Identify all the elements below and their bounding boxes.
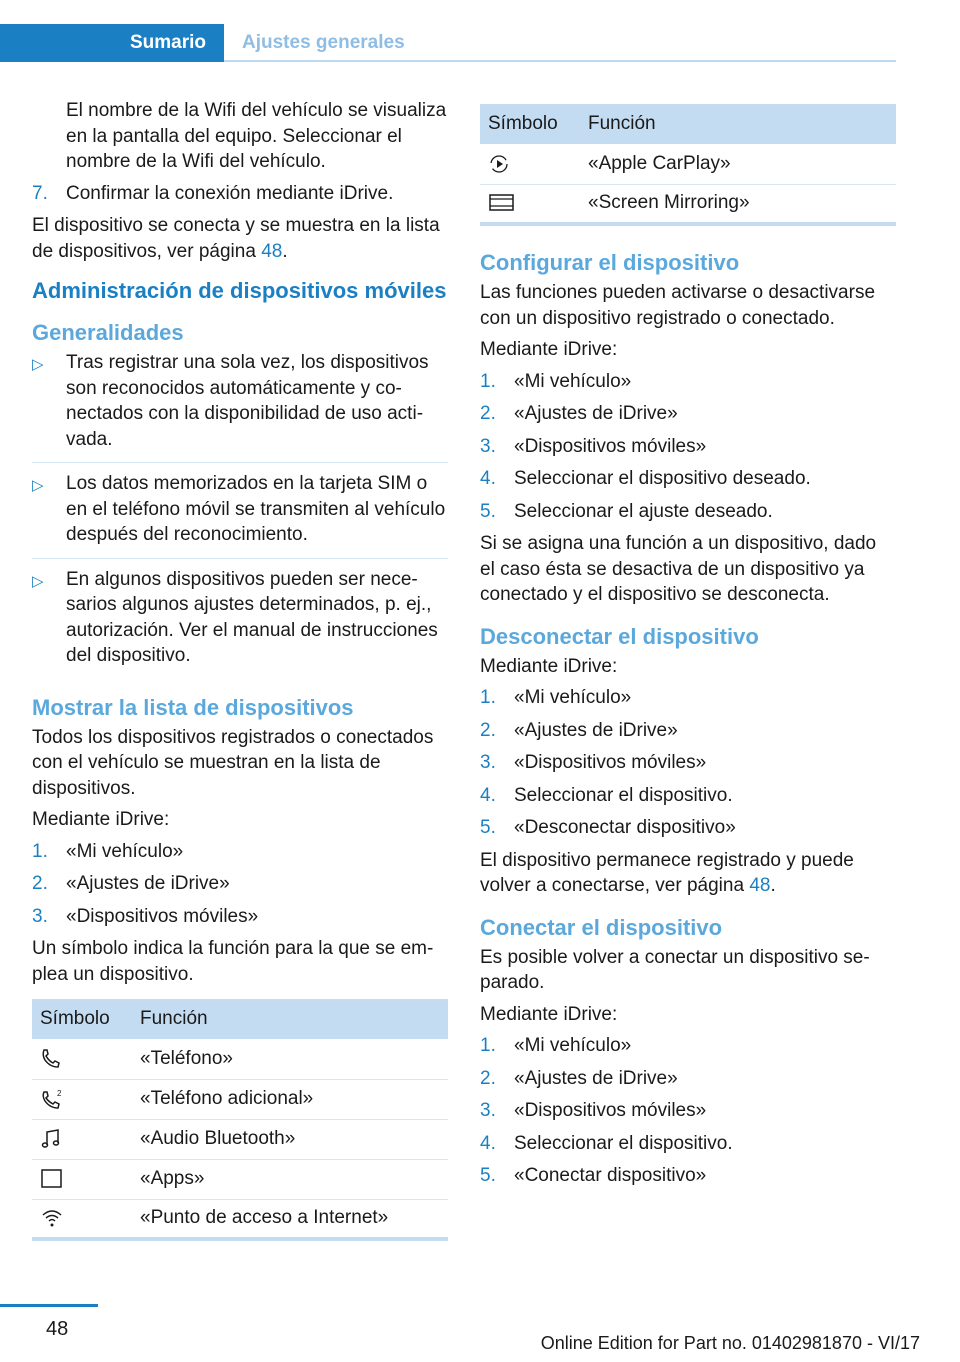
general-bullets [32, 350, 448, 679]
subsection-title-general: Generalidades [32, 320, 184, 345]
connected-paragraph: El dispositivo se conecta y se muestra en la lista de dispositivos, ver página 48. [32, 215, 440, 262]
list-item: 1. «Mi vehículo» [480, 370, 632, 392]
list-item: 2. «Ajustes de iDrive» [32, 873, 230, 894]
list-item: 4. Seleccionar el dispositivo deseado. [480, 468, 811, 489]
function-cell: «Teléfono adicional» [132, 1079, 448, 1119]
subsection-title-disconnect: Desconectar el dispositivo [480, 623, 759, 649]
function-cell: «Screen Mirroring» [580, 184, 896, 224]
connect-paragraph: Es posible volver a conectar un dispositivo separado. [480, 946, 870, 993]
step-list-show [32, 839, 448, 930]
header-divider [224, 60, 896, 62]
triangle-bullet-icon: ▷ [32, 477, 44, 494]
via-idrive-label: Mediante iDrive: [480, 1003, 618, 1025]
table-header-function: Función [132, 999, 448, 1039]
page-number: 48 [46, 1318, 69, 1340]
configure-note: Si se asigna una función a un dispositivo, dado el caso ésta se desactiva de un dispositivo ya conectado y el dispositivo se desconecta. [480, 533, 877, 605]
disconnect-paragraph: El dispositivo permanece registrado y puede volver a conectarse, ver página 48. [480, 849, 854, 896]
list-item: 1. «Mi vehículo» [480, 687, 632, 708]
page-link[interactable]: 48 [261, 240, 283, 262]
music-note-icon [40, 1128, 124, 1150]
table-row [32, 1119, 448, 1159]
apps-square-icon [40, 1168, 124, 1190]
symbol-table-right [480, 104, 896, 226]
list-item: 2. «Ajustes de iDrive» [480, 403, 678, 424]
list-item: 3. «Dispositivos móviles» [480, 435, 707, 457]
function-cell: «Apps» [132, 1159, 448, 1199]
symbol-table-left [32, 999, 448, 1241]
configure-paragraph: Las funciones pueden activarse o desactivarse con un dispositivo registrado o conectado. [480, 282, 876, 329]
page-link[interactable]: 48 [749, 875, 771, 896]
table-header-symbol: Símbolo [32, 999, 132, 1039]
list-item: 1. «Mi vehículo» [32, 840, 184, 862]
function-cell: «Teléfono» [132, 1039, 448, 1079]
right-column [480, 92, 896, 1196]
table-header-symbol: Símbolo [480, 104, 580, 144]
subsection-title-configure: Configurar el dispositivo [480, 250, 740, 275]
step-number: 7. [32, 182, 48, 204]
list-item: 3. «Dispositivos móviles» [32, 905, 259, 927]
list-item: 4. Seleccionar el dispositivo. [480, 1132, 733, 1154]
list-item: ▷ En algunos dispositivos pueden ser necesarios algunos ajustes determinados, p. ej., autorización. Ver el manual de instrucciones del dispositivo. [32, 567, 448, 679]
carplay-play-icon [488, 153, 572, 175]
step-list-disconnect [480, 685, 896, 841]
table-row [32, 1039, 448, 1079]
list-item: ▷ Tras registrar una sola vez, los dispositivos son reconocidos automáticamente y conectados con la disponibilidad de uso activada. [32, 350, 448, 463]
list-item: 4. Seleccionar el dispositivo. [480, 784, 733, 806]
list-item: 3. «Dispositivos móviles» [480, 752, 707, 773]
additional-phone-icon [40, 1088, 124, 1110]
header-bar [0, 24, 896, 62]
tab-sumario[interactable]: Sumario [0, 24, 224, 62]
wifi-hotspot-icon [40, 1207, 124, 1229]
step-list-confirm [32, 181, 448, 207]
via-idrive-label: Mediante iDrive: [480, 339, 618, 360]
wifi-name-paragraph: El nombre de la Wifi del vehículo se visualiza en la pantalla del equipo. Seleccionar el nombre de la Wifi del vehículo. [66, 100, 447, 172]
list-item: 5. «Desconectar dispositivo» [480, 817, 736, 838]
list-item: 5. «Conectar dispositivo» [480, 1165, 707, 1186]
table-row [32, 1079, 448, 1119]
table-header-function: Función [580, 104, 896, 144]
device-list-paragraph: Todos los dispositivos registrados o conectados con el vehículo se muestran en la lista de dispositivos. [32, 726, 434, 799]
list-item: 5. Seleccionar el ajuste deseado. [480, 500, 773, 522]
list-item: 2. «Ajustes de iDrive» [480, 1067, 678, 1089]
symbol-paragraph: Un símbolo indica la función para la que se emplea un dispositivo. [32, 938, 434, 985]
table-row [32, 1199, 448, 1239]
triangle-bullet-icon: ▷ [32, 356, 44, 373]
svg-text:2: 2 [57, 1089, 62, 1098]
subsection-title-device-list: Mostrar la lista de dispositivos [32, 694, 354, 720]
step-list-connect [480, 1033, 896, 1189]
list-item [32, 181, 448, 207]
screen-mirroring-icon [488, 192, 572, 214]
tab-ajustes-generales[interactable]: Ajustes generales [242, 32, 405, 53]
table-row [480, 144, 896, 184]
step-text: Confirmar la conexión mediante iDrive. [66, 182, 394, 204]
list-item: 3. «Dispositivos móviles» [480, 1100, 707, 1121]
table-row [32, 1159, 448, 1199]
left-column [32, 98, 448, 1241]
function-cell: «Apple CarPlay» [580, 144, 896, 184]
section-title-mobile-devices: Administración de dispositivos móviles [32, 278, 447, 303]
footer-divider [0, 1304, 98, 1307]
triangle-bullet-icon: ▷ [32, 572, 44, 590]
via-idrive-label: Mediante iDrive: [32, 809, 170, 830]
step-list-configure [480, 369, 896, 525]
phone-icon [40, 1048, 124, 1070]
footer-edition: Online Edition for Part no. 01402981870 - VI/17 [540, 1333, 920, 1353]
list-item: ▷ Los datos memorizados en la tarjeta SIM o en el teléfono móvil se transmiten al vehículo después del reconocimiento. [32, 471, 448, 559]
function-cell: «Audio Bluetooth» [132, 1119, 448, 1159]
list-item: 1. «Mi vehículo» [480, 1035, 632, 1056]
list-item: 2. «Ajustes de iDrive» [480, 719, 678, 741]
via-idrive-label: Mediante iDrive: [480, 655, 618, 677]
table-row [480, 184, 896, 224]
subsection-title-connect: Conectar el dispositivo [480, 914, 723, 940]
function-cell: «Punto de acceso a Internet» [132, 1199, 448, 1239]
